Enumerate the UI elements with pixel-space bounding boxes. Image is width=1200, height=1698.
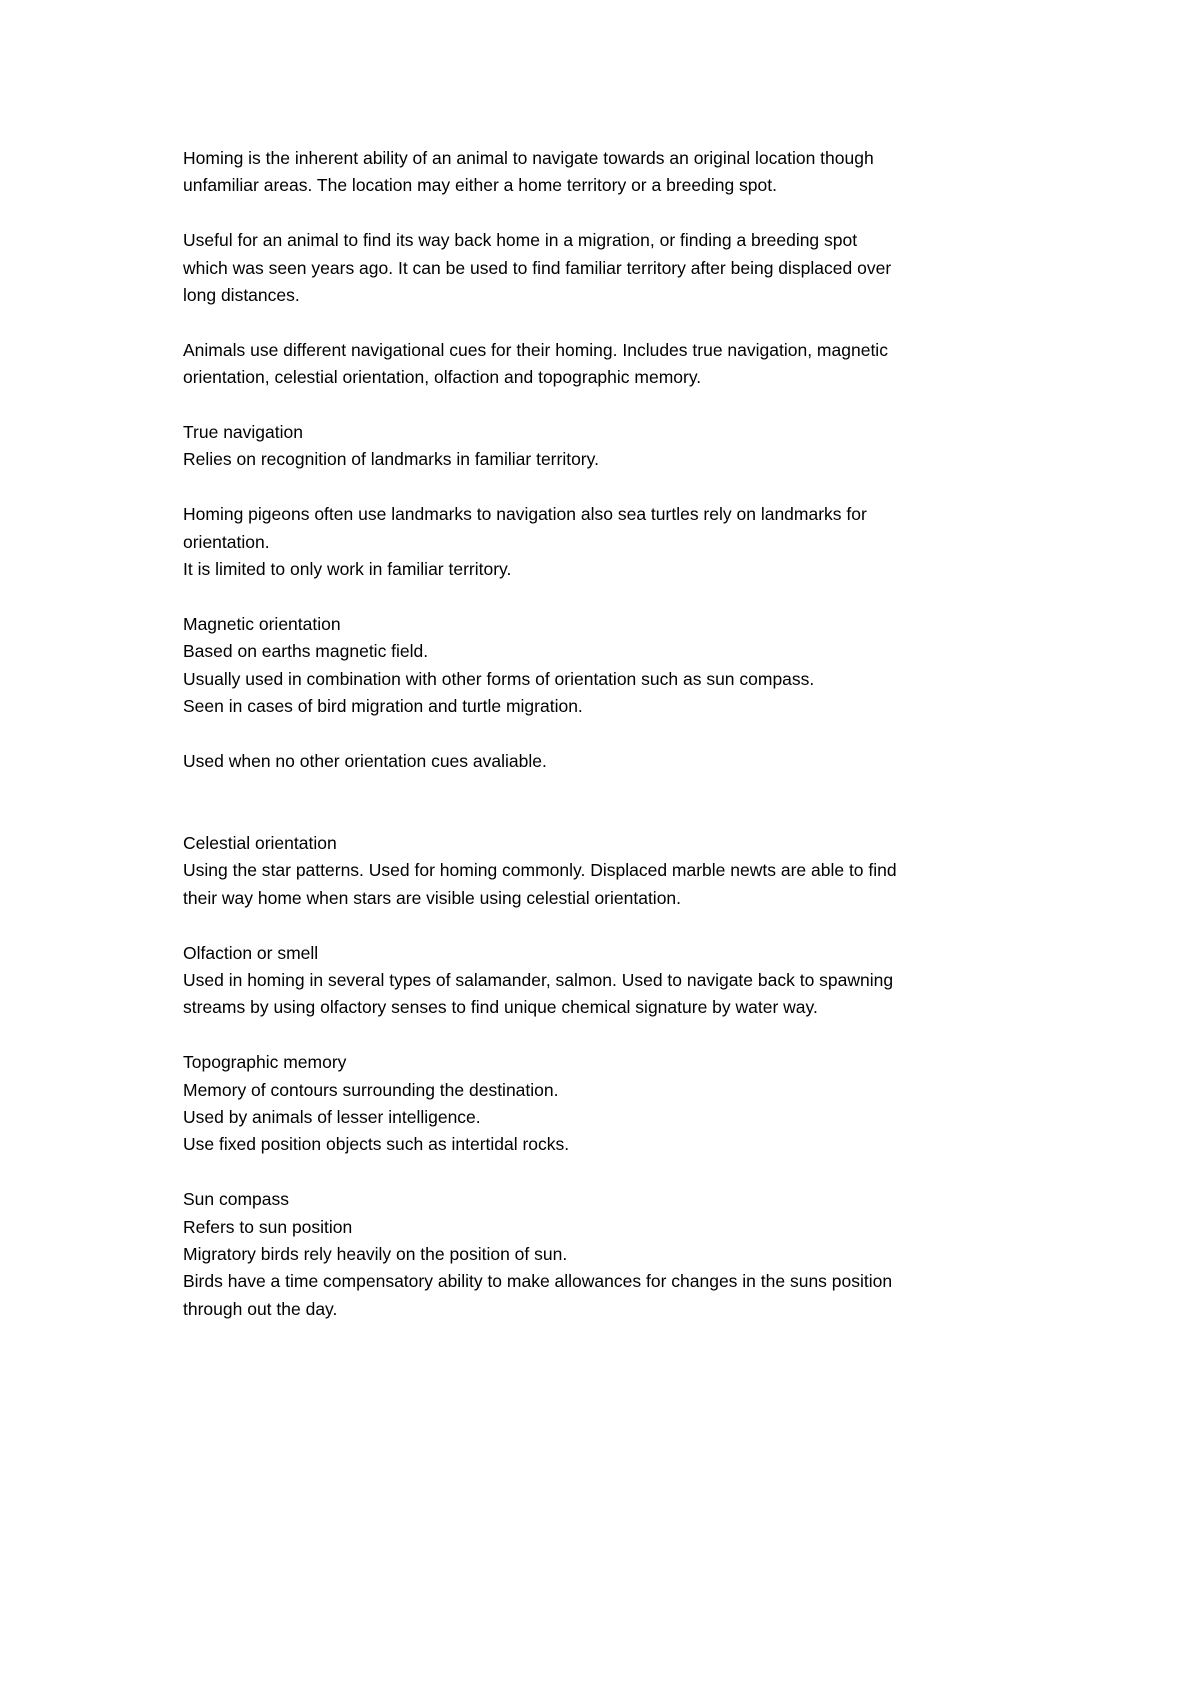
text-line: Using the star patterns. Used for homing commonly. Displaced marble newts are able to find xyxy=(183,860,897,881)
true-navigation-section xyxy=(183,419,1033,474)
section-heading: True navigation xyxy=(183,422,303,443)
intro-paragraph xyxy=(183,145,1033,200)
text-line: Relies on recognition of landmarks in familiar territory. xyxy=(183,449,599,470)
section-heading: Sun compass xyxy=(183,1189,290,1210)
text-line: Birds have a time compensatory ability to make allowances for changes in the suns position xyxy=(183,1271,893,1292)
text-line: long distances. xyxy=(183,285,300,306)
text-line: through out the day. xyxy=(183,1298,338,1319)
text-line: unfamiliar areas. The location may either a home territory or a breeding spot. xyxy=(183,175,778,196)
blank-line xyxy=(183,803,1033,830)
olfaction-section xyxy=(183,940,1033,1022)
text-line: Usually used in combination with other forms of orientation such as sun compass. xyxy=(183,668,815,689)
topographic-memory-section xyxy=(183,1049,1033,1159)
document-page xyxy=(183,145,1033,1351)
text-line: Used when no other orientation cues avaliable. xyxy=(183,750,547,771)
magnetic-orientation-section xyxy=(183,611,1033,721)
text-line: Homing is the inherent ability of an animal to navigate towards an original location though xyxy=(183,148,874,168)
section-heading: Magnetic orientation xyxy=(183,613,341,634)
usefulness-paragraph xyxy=(183,227,1033,309)
homing-pigeons-paragraph xyxy=(183,501,1033,583)
section-heading: Olfaction or smell xyxy=(183,942,319,963)
celestial-orientation-section xyxy=(183,830,1033,912)
text-line: Use fixed position objects such as intertidal rocks. xyxy=(183,1134,570,1155)
text-line: which was seen years ago. It can be used to find familiar territory after being displaced over xyxy=(183,257,892,278)
text-line: It is limited to only work in familiar territory. xyxy=(183,559,512,580)
cues-paragraph xyxy=(183,337,1033,392)
section-heading: Topographic memory xyxy=(183,1052,347,1073)
sun-compass-section xyxy=(183,1186,1033,1323)
text-line: Used by animals of lesser intelligence. xyxy=(183,1107,481,1128)
text-line: Animals use different navigational cues for their homing. Includes true navigation, magnetic xyxy=(183,339,888,360)
section-heading: Celestial orientation xyxy=(183,833,337,854)
text-line: Useful for an animal to find its way back home in a migration, or finding a breeding spot xyxy=(183,230,858,251)
text-line: Memory of contours surrounding the destination. xyxy=(183,1079,559,1100)
text-line: Homing pigeons often use landmarks to navigation also sea turtles rely on landmarks for xyxy=(183,504,867,525)
text-line: Migratory birds rely heavily on the position of sun. xyxy=(183,1244,568,1265)
text-line: streams by using olfactory senses to find unique chemical signature by water way. xyxy=(183,997,818,1018)
text-line: Based on earths magnetic field. xyxy=(183,641,429,662)
text-line: Refers to sun position xyxy=(183,1216,353,1237)
text-line: orientation, celestial orientation, olfaction and topographic memory. xyxy=(183,367,702,388)
text-line: their way home when stars are visible using celestial orientation. xyxy=(183,887,682,908)
text-line: Used in homing in several types of salamander, salmon. Used to navigate back to spawning xyxy=(183,970,894,991)
magnetic-usage-paragraph xyxy=(183,748,1033,775)
text-line: Seen in cases of bird migration and turtle migration. xyxy=(183,696,583,717)
text-line: orientation. xyxy=(183,531,270,552)
